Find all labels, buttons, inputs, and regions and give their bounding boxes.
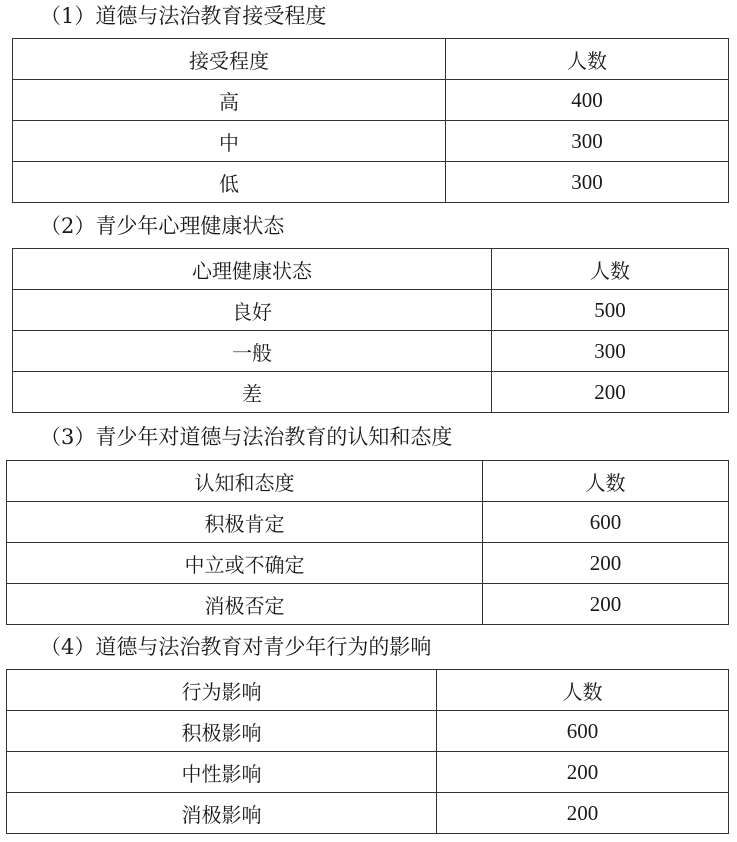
table-row xyxy=(13,162,729,203)
table-header-row xyxy=(7,670,729,711)
header-cell: 行为影响 xyxy=(7,670,437,711)
category-cell: 良好 xyxy=(13,290,492,331)
section-2-title: （2）青少年心理健康状态 xyxy=(40,214,285,238)
category-cell: 中立或不确定 xyxy=(7,543,483,584)
count-cell: 400 xyxy=(446,80,729,121)
count-cell: 200 xyxy=(437,752,729,793)
category-cell: 积极肯定 xyxy=(7,502,483,543)
table-behavior-impact xyxy=(6,669,729,834)
header-cell: 人数 xyxy=(483,461,729,502)
table-row xyxy=(13,372,729,413)
table-row xyxy=(7,584,729,625)
category-cell: 中 xyxy=(13,121,446,162)
count-cell: 500 xyxy=(492,290,729,331)
category-cell: 积极影响 xyxy=(7,711,437,752)
category-cell: 消极影响 xyxy=(7,793,437,834)
table-acceptance xyxy=(12,38,729,203)
table-row xyxy=(7,752,729,793)
table-mental-health xyxy=(12,248,729,413)
count-cell: 200 xyxy=(483,543,729,584)
category-cell: 高 xyxy=(13,80,446,121)
header-cell: 人数 xyxy=(446,39,729,80)
table-header-row xyxy=(13,39,729,80)
section-3-title: （3）青少年对道德与法治教育的认知和态度 xyxy=(40,425,453,449)
table-row xyxy=(7,793,729,834)
table-attitude xyxy=(6,460,729,625)
header-cell: 认知和态度 xyxy=(7,461,483,502)
header-cell: 心理健康状态 xyxy=(13,249,492,290)
header-cell: 接受程度 xyxy=(13,39,446,80)
count-cell: 300 xyxy=(446,162,729,203)
category-cell: 一般 xyxy=(13,331,492,372)
table-row xyxy=(13,331,729,372)
table-row xyxy=(13,290,729,331)
category-cell: 低 xyxy=(13,162,446,203)
header-cell: 人数 xyxy=(437,670,729,711)
count-cell: 600 xyxy=(437,711,729,752)
category-cell: 差 xyxy=(13,372,492,413)
count-cell: 200 xyxy=(483,584,729,625)
table-row xyxy=(7,502,729,543)
table-row xyxy=(13,121,729,162)
table-row xyxy=(7,543,729,584)
category-cell: 中性影响 xyxy=(7,752,437,793)
section-4-title: （4）道德与法治教育对青少年行为的影响 xyxy=(40,635,432,659)
category-cell: 消极否定 xyxy=(7,584,483,625)
header-cell: 人数 xyxy=(492,249,729,290)
table-row xyxy=(7,711,729,752)
count-cell: 600 xyxy=(483,502,729,543)
count-cell: 300 xyxy=(446,121,729,162)
count-cell: 300 xyxy=(492,331,729,372)
count-cell: 200 xyxy=(437,793,729,834)
table-header-row xyxy=(7,461,729,502)
table-row xyxy=(13,80,729,121)
table-header-row xyxy=(13,249,729,290)
section-1-title: （1）道德与法治教育接受程度 xyxy=(40,4,327,28)
count-cell: 200 xyxy=(492,372,729,413)
